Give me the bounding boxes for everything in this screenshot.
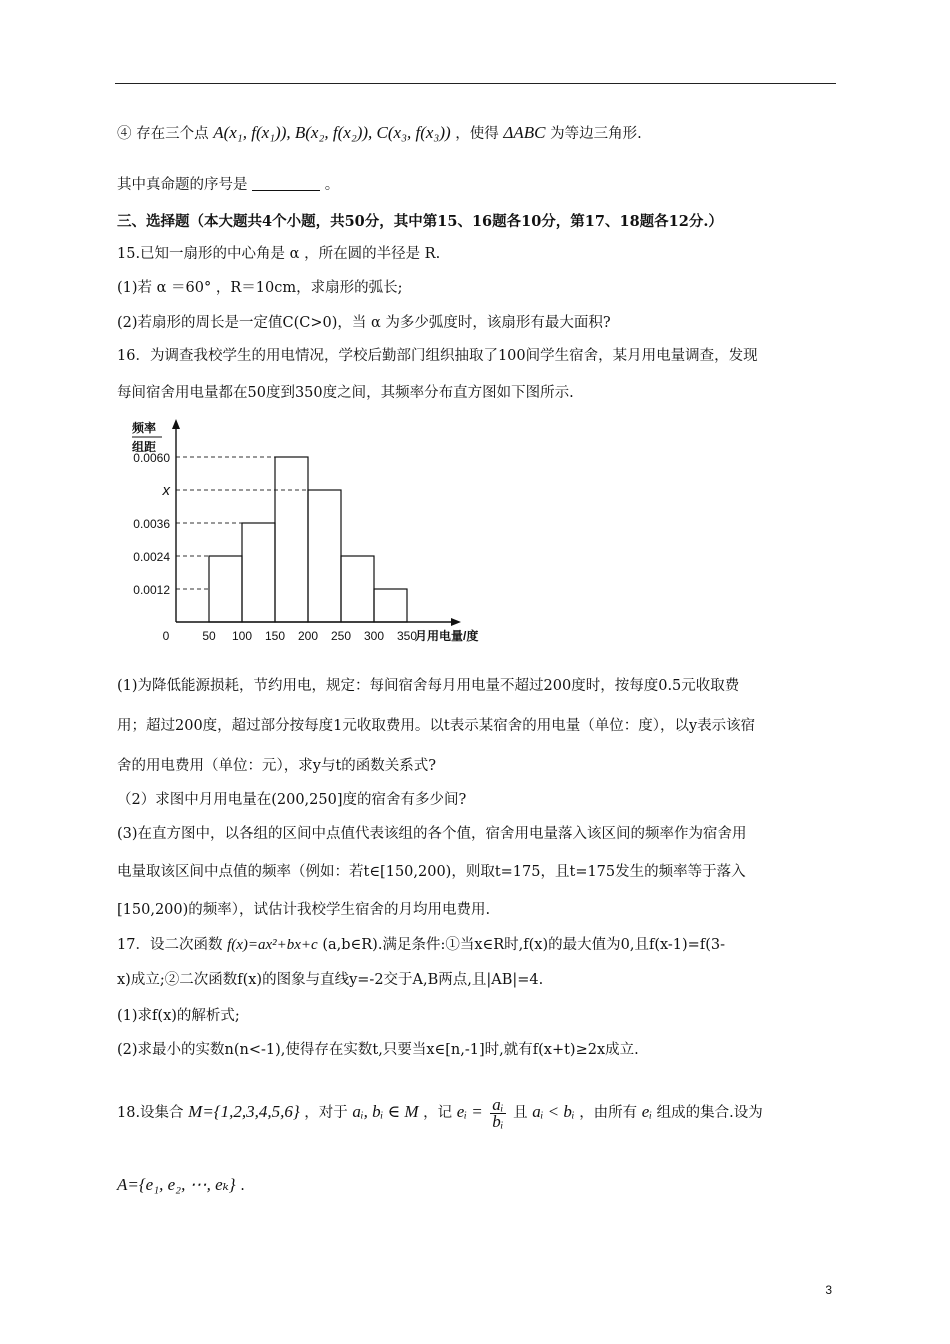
histogram-chart [115, 415, 515, 655]
y-tick-label: 0.0060 [133, 451, 170, 465]
q16-stem-1: 16．为调查我校学生的用电情况，学校后勤部门组织抽取了100间学生宿舍，某月用电量调查，发现 [117, 348, 758, 364]
histogram-bar [341, 556, 374, 622]
q17-stem-1: 17．设二次函数 f(x)=ax²+bx+c (a,b∈R).满足条件:①当x∈R时,f(x)的最大值为0,且f(x-1)=f(3- [117, 937, 725, 953]
q16-part3-b: 电量取该区间中点值的频率（例如：若t∈[150,200)，则取t=175，且t=175发生的频率等于落入 [117, 864, 746, 880]
fill-blank-line: 其中真命题的序号是 。 [117, 177, 340, 193]
y-axis-label-bottom: 组距 [132, 440, 157, 454]
x-tick-label: 200 [297, 629, 319, 643]
x-tick-label: 0 [162, 629, 170, 643]
histogram-bar [242, 523, 275, 622]
x-tick-label: 300 [363, 629, 385, 643]
histogram-bar [209, 556, 242, 622]
q18-set-a: A={e₁, e₂, ⋯, eₖ} . [117, 1175, 245, 1194]
page-number: 3 [825, 1283, 832, 1297]
x-tick-label: 100 [231, 629, 253, 643]
y-tick-label: 0.0036 [133, 517, 170, 531]
q18-stem: 18.设集合 M={1,2,3,4,5,6} ，对于 aᵢ, bᵢ ∈ M ，记 eᵢ = $\frac{\text{aᵢ}}{\text{bᵢ}}$ 且 aᵢ < bᵢ ，由所有 eᵢ 组成的集合.设为 [117, 1094, 763, 1131]
q16-part1-c: 舍的用电费用（单位：元），求y与t的函数关系式? [117, 758, 437, 774]
y-axis-arrow [172, 419, 180, 429]
answer-blank[interactable] [252, 176, 320, 191]
y-tick-label: 0.0024 [133, 550, 170, 564]
y-axis-label-top: 频率 [132, 421, 157, 435]
histogram-bar [275, 457, 308, 622]
q17-part2: (2)求最小的实数n(n<-1),使得存在实数t,只要当x∈[n,-1]时,就有f(x+t)≥2x成立. [117, 1042, 639, 1058]
histogram-bar [308, 490, 341, 622]
q15-part2: (2)若扇形的周长是一定值C(C>0)，当 α 为多少弧度时，该扇形有最大面积? [117, 315, 611, 331]
x-tick-label: 50 [202, 629, 216, 643]
x-axis-label: 月用电量/度 [415, 629, 479, 643]
x-tick-label: 350 [396, 629, 418, 643]
statement-4: ④ 存在三个点 A(x₁, f(x₁)), B(x₂, f(x₂)), C(x₃, f(x₃)) ，使得 ΔABC 为等边三角形. [117, 123, 642, 142]
q16-part2: （2）求图中月用电量在(200,250]度的宿舍有多少间? [117, 792, 467, 808]
q16-stem-2: 每间宿舍用电量都在50度到350度之间，其频率分布直方图如下图所示. [117, 385, 574, 401]
x-tick-label: 150 [264, 629, 286, 643]
y-tick-label: x [162, 482, 170, 499]
q15-part1: (1)若 α ＝60° ，R＝10cm，求扇形的弧长; [117, 280, 403, 296]
q16-part1-b: 用；超过200度，超过部分按每度1元收取费用。以t表示某宿舍的用电量（单位：度），以y表示该宿 [117, 718, 756, 734]
x-axis-arrow [451, 618, 461, 626]
q16-part3-a: (3)在直方图中，以各组的区间中点值代表该组的各个值，宿舍用电量落入该区间的频率作为宿舍用 [117, 826, 747, 842]
fraction-ai-bi: $\frac{\text{aᵢ}}{\text{bᵢ}}$ [492, 1094, 504, 1131]
histogram-bar [374, 589, 407, 622]
x-tick-label: 250 [330, 629, 352, 643]
y-tick-label: 0.0012 [133, 583, 170, 597]
q17-part1: (1)求f(x)的解析式; [117, 1008, 240, 1024]
q17-stem-2: x)成立;②二次函数f(x)的图象与直线y=-2交于A,B两点,且|AB|=4. [117, 972, 544, 988]
section-heading: 三、选择题（本大题共4个小题，共50分，其中第15、16题各10分，第17、18题各12分.） [117, 213, 723, 230]
q16-part3-c: [150,200)的频率），试估计我校学生宿舍的月均用电费用. [117, 902, 491, 918]
q15-stem: 15.已知一扇形的中心角是 α ，所在圆的半径是 R. [117, 246, 441, 262]
header-rule [115, 83, 836, 84]
q16-part1-a: (1)为降低能源损耗，节约用电，规定：每间宿舍每月用电量不超过200度时，按每度0.5元收取费 [117, 678, 740, 694]
